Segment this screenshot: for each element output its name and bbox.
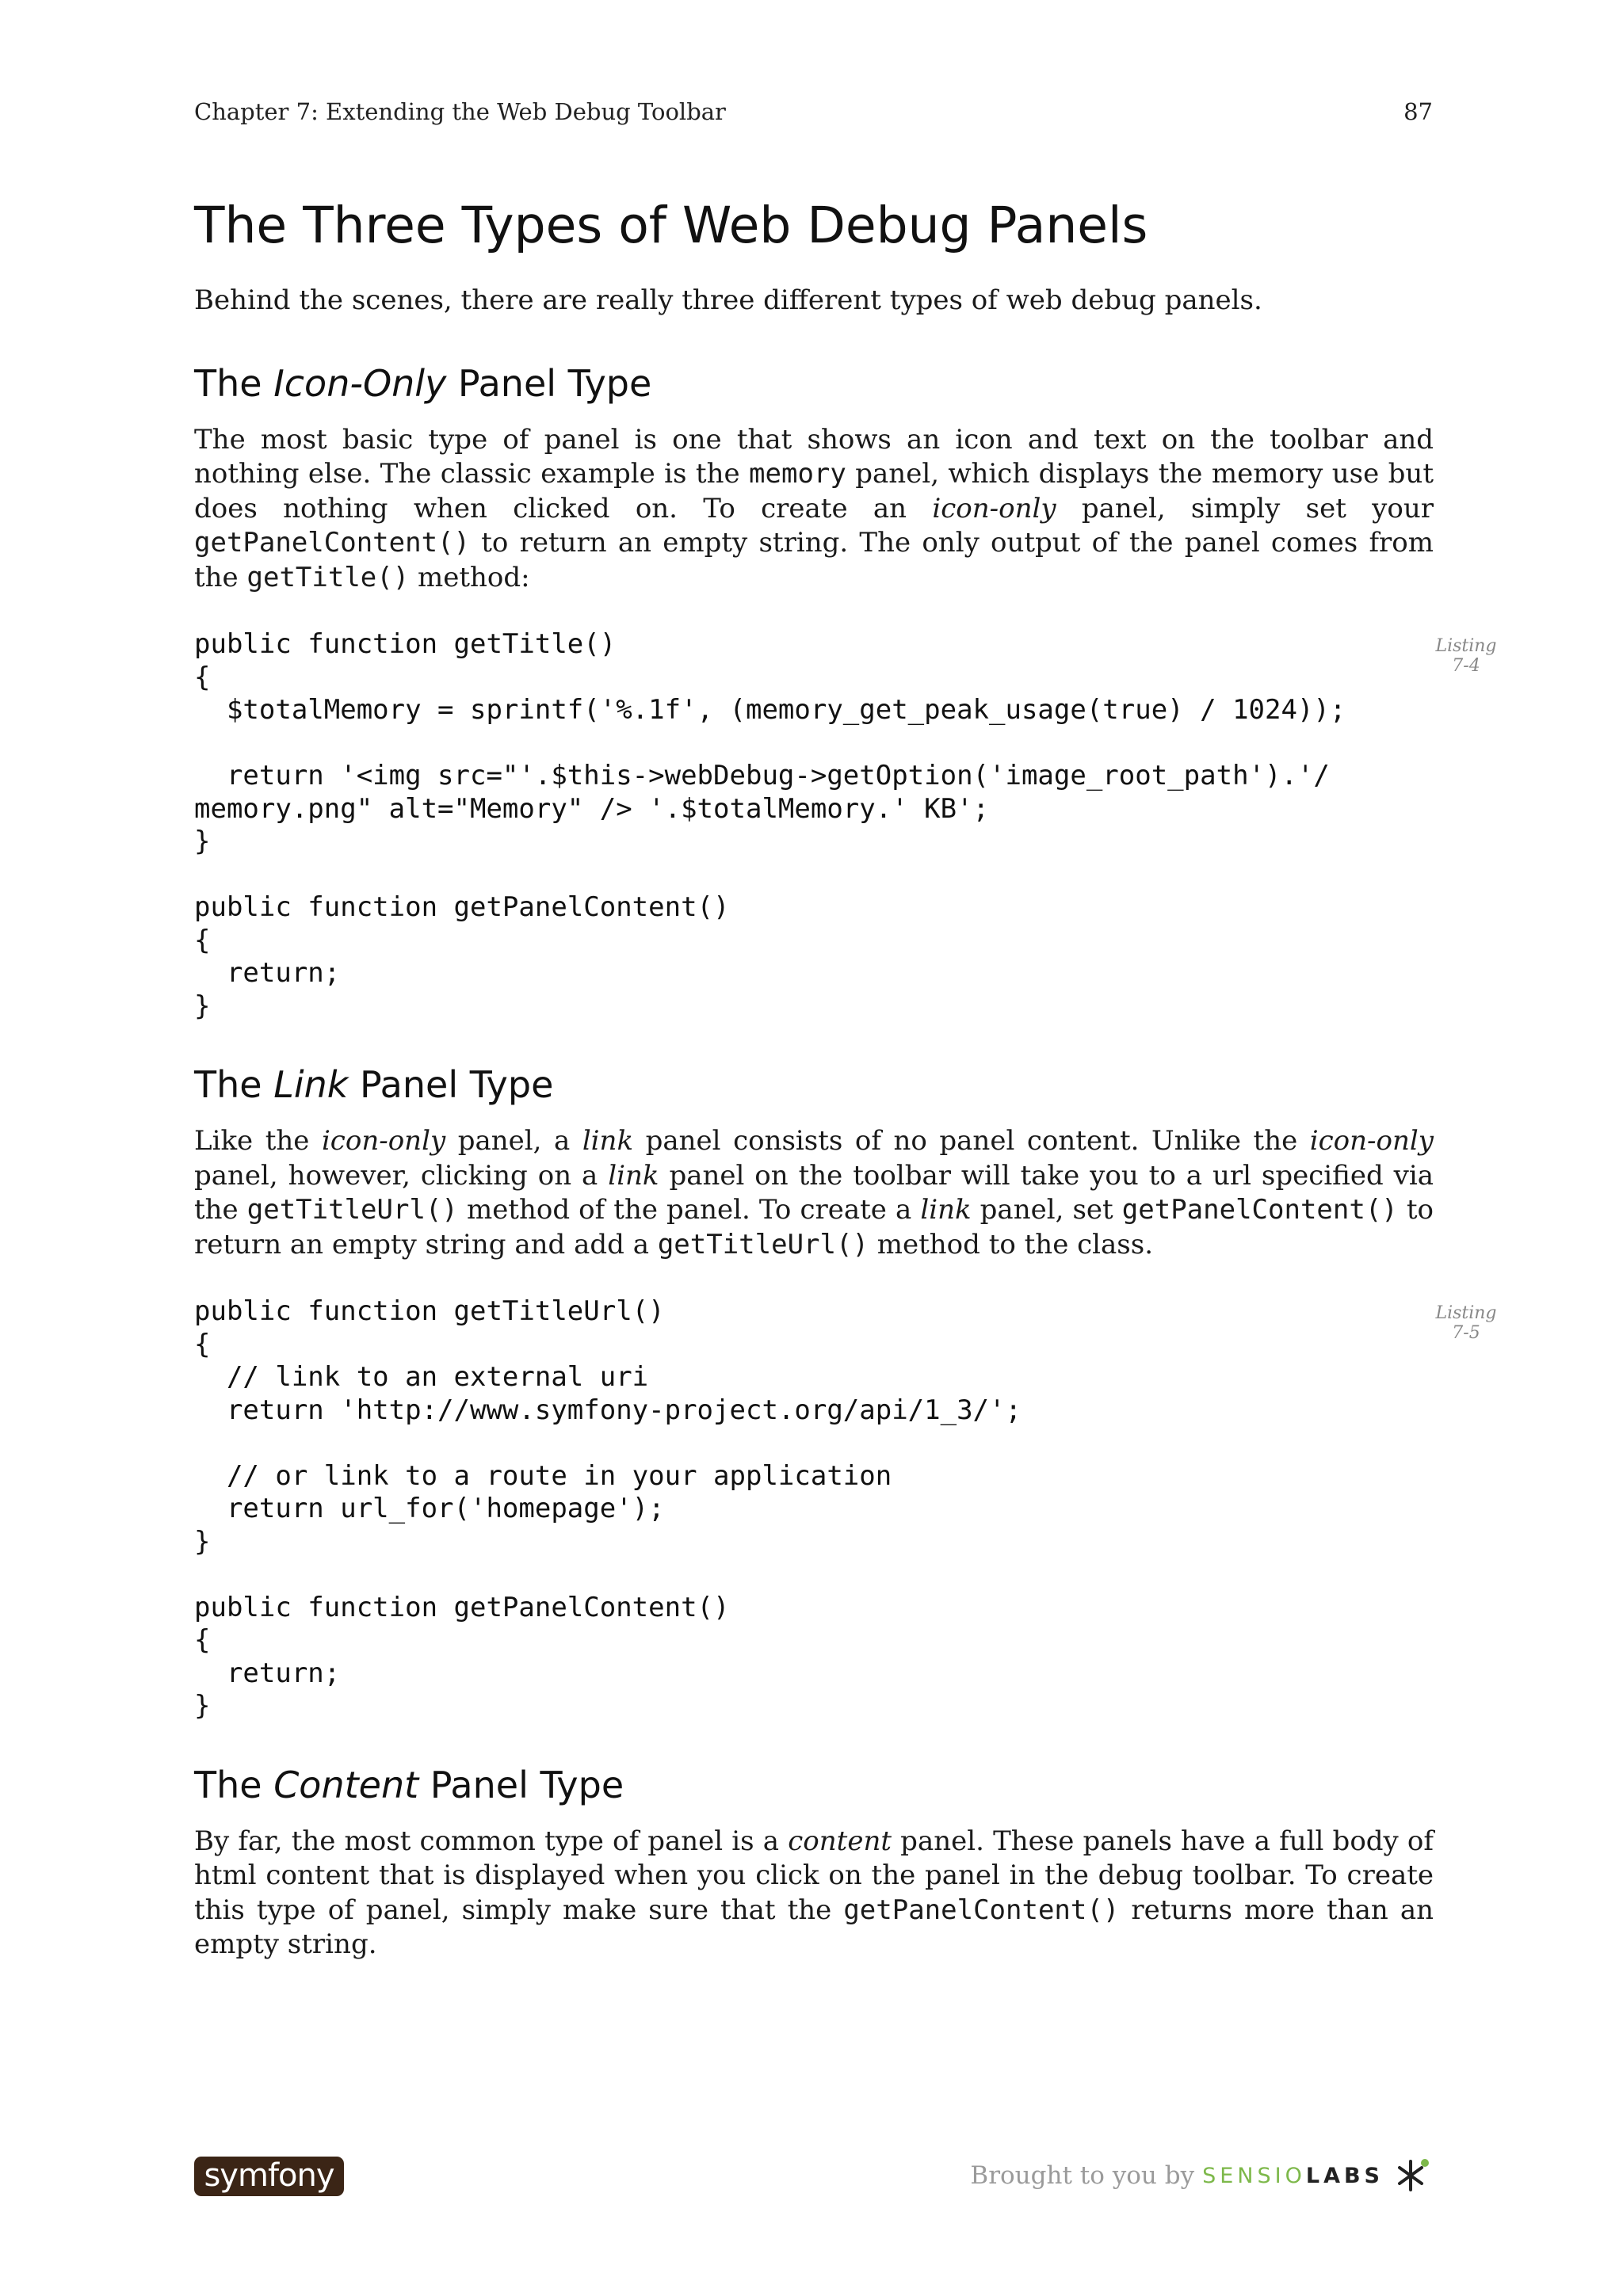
paragraph-text: to return an empty string and add a <box>194 1194 1434 1261</box>
heading-prefix: The <box>194 1063 274 1106</box>
page-content <box>194 190 1497 1962</box>
heading-emphasis: Content <box>273 1763 419 1806</box>
heading-emphasis: Link <box>273 1063 349 1106</box>
paragraph-text: By far, the most common type of panel is a <box>194 1825 789 1857</box>
paragraph-text: panel, a <box>445 1125 582 1157</box>
inline-code: getTitleUrl() <box>657 1228 869 1261</box>
section-heading <box>194 1059 1434 1110</box>
chapter-title: Chapter 7: Extending the Web Debug Toolbar <box>194 98 726 125</box>
inline-code: getPanelContent() <box>1121 1194 1398 1226</box>
code-listing <box>194 1295 1497 1723</box>
paragraph-text: panel, which displays the memory use but does nothing when clicked on. To create an <box>194 458 1434 524</box>
paragraph-text: panel consists of no panel content. Unlike the <box>633 1125 1310 1157</box>
paragraph-text: The most basic type of panel is one that shows an icon and text on the toolbar and nothing else. The classic example is the <box>194 423 1434 490</box>
paragraph-text: panel, however, clicking on a <box>194 1159 609 1192</box>
sensiolabs-star-icon <box>1392 2155 1433 2196</box>
section-paragraph <box>194 1124 1434 1262</box>
inline-code: getPanelContent() <box>843 1894 1120 1926</box>
code-block: public function getTitle() { $totalMemory = sprintf('%.1f', (memory_get_peak_usage(true) / 1024)); return '<img src="'.$this->webDebug->getOption('image_root_path').'/ memory.png" alt="Memory" /> '.$totalMemory.' KB'; } public function getPanelContent() { return; } <box>194 628 1346 1022</box>
section-paragraph <box>194 423 1434 596</box>
page-footer <box>194 2152 1433 2199</box>
paragraph-text: method of the panel. To create a <box>457 1194 921 1226</box>
heading-prefix: The <box>194 361 274 405</box>
labs-wordmark: LABS <box>1305 2163 1384 2188</box>
listing-label: Listing 7-4 <box>1435 636 1497 676</box>
paragraph-text: Like the <box>194 1125 322 1157</box>
section-heading <box>194 1760 1434 1810</box>
section-paragraph <box>194 1825 1434 1962</box>
emphasis-text: icon-only <box>1309 1125 1434 1157</box>
section-icon-only <box>194 358 1497 1024</box>
sensiolabs-credit[interactable] <box>970 2152 1433 2199</box>
intro-paragraph: Behind the scenes, there are really three different types of web debug panels. <box>194 284 1262 316</box>
section-heading <box>194 358 1434 409</box>
brought-by-text: Brought to you by <box>970 2161 1195 2190</box>
emphasis-text: icon-only <box>321 1125 446 1157</box>
sensio-wordmark: SENSIO <box>1202 2163 1306 2188</box>
paragraph-text: method: <box>409 561 530 593</box>
code-listing <box>194 628 1497 1023</box>
paragraph-text: returns more than an empty string. <box>194 1894 1434 1960</box>
emphasis-text: link <box>608 1159 659 1192</box>
paragraph-text: panel, simply set your <box>1056 492 1434 524</box>
paragraph-text: to return an empty string. The only output of the panel comes from the <box>194 527 1434 593</box>
inline-code: getTitle() <box>246 561 410 593</box>
inline-code: getPanelContent() <box>194 527 470 559</box>
paragraph-text: panel. These panels have a full body of html content that is displayed when you click on the panel in the debug toolbar. To create this type of panel, simply make sure that the <box>194 1825 1434 1926</box>
inline-code: memory <box>749 458 846 490</box>
emphasis-text: link <box>920 1194 972 1226</box>
listing-label: Listing 7-5 <box>1435 1303 1497 1343</box>
heading-suffix: Panel Type <box>348 1063 554 1106</box>
heading-suffix: Panel Type <box>418 1763 624 1806</box>
section-link <box>194 1059 1497 1723</box>
inline-code: getTitleUrl() <box>246 1194 458 1226</box>
page-title: The Three Types of Web Debug Panels <box>194 196 1148 254</box>
page-header <box>194 98 1433 130</box>
emphasis-text: content <box>788 1825 892 1857</box>
symfony-logo[interactable]: symfony <box>194 2157 344 2196</box>
emphasis-text: link <box>582 1125 634 1157</box>
heading-prefix: The <box>194 1763 274 1806</box>
paragraph-text: method to the class. <box>868 1228 1154 1261</box>
code-block: public function getTitleUrl() { // link to an external uri return 'http://www.symfony-project.org/api/1_3/'; // or link to a route in your application return url_for('homepage'); } public function getPanelContent() { return; } <box>194 1295 1022 1722</box>
paragraph-text: panel, set <box>971 1194 1122 1226</box>
heading-emphasis: Icon-Only <box>273 361 447 405</box>
page-number: 87 <box>1403 98 1433 125</box>
heading-suffix: Panel Type <box>446 361 652 405</box>
paragraph-text: panel on the toolbar will take you to a url specified via the <box>194 1159 1434 1226</box>
emphasis-text: icon-only <box>932 492 1056 524</box>
section-content <box>194 1760 1434 1962</box>
